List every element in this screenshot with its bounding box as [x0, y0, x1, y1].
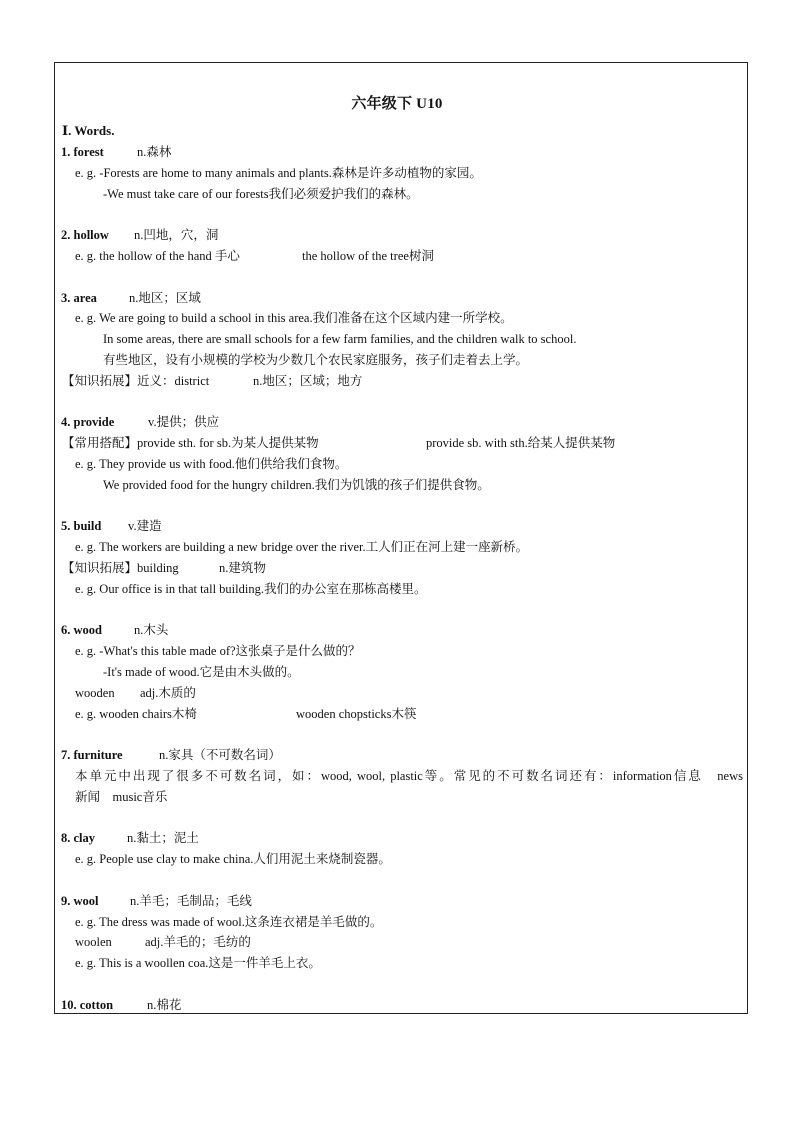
derived-word: wooden [75, 686, 115, 700]
entry-word-build: 5. build [61, 519, 102, 533]
example-line: e. g. The dress was made of wool.这条连衣裙是羊毛做的。 [75, 915, 383, 929]
page-frame [54, 62, 748, 1014]
entry-word-cotton: 10. cotton [61, 998, 114, 1012]
entry-def-build: v.建造 [128, 519, 162, 533]
derived-word-def: adj.木质的 [140, 686, 196, 700]
note-line: 新闻 music音乐 [75, 790, 168, 804]
example-line: e. g. -Forests are home to many animals and plants.森林是许多动植物的家园。 [75, 166, 482, 180]
example-line: e. g. The workers are building a new bridge over the river.工人们正在河上建一座新桥。 [75, 540, 529, 554]
derived-word-def: adj.羊毛的；毛纺的 [145, 935, 251, 949]
knowledge-expansion: 【知识拓展】building [62, 561, 179, 575]
knowledge-expansion-def: n.建筑物 [219, 561, 266, 575]
derived-word: woolen [75, 935, 112, 949]
entry-def-wood: n.木头 [134, 623, 169, 637]
example-line: e. g. wooden chairs木椅 [75, 707, 197, 721]
entry-word-wood: 6. wood [61, 623, 102, 637]
example-line: -It's made of wood.它是由木头做的。 [103, 665, 300, 679]
example-line: e. g. -What's this table made of?这张桌子是什么做的？ [75, 644, 361, 658]
example-line: the hollow of the tree树洞 [302, 249, 434, 263]
entry-word-clay: 8. clay [61, 831, 96, 845]
entry-word-hollow: 2. hollow [61, 228, 109, 242]
entry-def-cotton: n.棉花 [147, 998, 182, 1012]
entry-word-forest: 1. forest [61, 145, 104, 159]
example-line: e. g. People use clay to make china.人们用泥土来烧制瓷器。 [75, 852, 391, 866]
entry-word-furniture: 7. furniture [61, 748, 123, 762]
entry-def-forest: n.森林 [137, 145, 172, 159]
example-line: e. g. This is a woollen coa.这是一件羊毛上衣。 [75, 956, 321, 970]
example-line: -We must take care of our forests我们必须爱护我们的森林。 [103, 187, 419, 201]
collocation-line: 【常用搭配】provide sth. for sb.为某人提供某物 [62, 436, 319, 450]
entry-word-area: 3. area [61, 291, 97, 305]
example-line: e. g. Our office is in that tall building.我们的办公室在那栋高楼里。 [75, 582, 427, 596]
entry-def-hollow: n.凹地，穴，洞 [134, 228, 219, 242]
entry-def-provide: v.提供；供应 [148, 415, 220, 429]
entry-def-furniture: n.家具（不可数名词） [159, 748, 281, 762]
entry-word-wool: 9. wool [61, 894, 99, 908]
entry-def-wool: n.羊毛；毛制品；毛线 [130, 894, 252, 908]
knowledge-expansion-def: n.地区；区域；地方 [253, 374, 363, 388]
collocation-line: provide sb. with sth.给某人提供某物 [426, 436, 616, 450]
entry-def-area: n.地区；区域 [129, 291, 201, 305]
example-line: We provided food for the hungry children.我们为饥饿的孩子们提供食物。 [103, 478, 490, 492]
example-line: e. g. They provide us with food.他们供给我们食物。 [75, 457, 348, 471]
knowledge-expansion: 【知识拓展】近义：district [62, 374, 210, 388]
example-line: 有些地区，设有小规模的学校为少数几个农民家庭服务，孩子们走着去上学。 [103, 353, 529, 367]
entry-def-clay: n.黏土；泥土 [127, 831, 199, 845]
document-title: 六年级下 U10 [351, 96, 443, 112]
example-line: e. g. the hollow of the hand 手心 [75, 249, 240, 263]
example-line: wooden chopsticks木筷 [296, 707, 417, 721]
example-line: e. g. We are going to build a school in this area.我们准备在这个区域内建一所学校。 [75, 311, 513, 325]
entry-word-provide: 4. provide [61, 415, 115, 429]
section-heading: Ⅰ. Words. [62, 123, 115, 138]
example-line: In some areas, there are small schools for a few farm families, and the children walk to school. [103, 332, 577, 346]
note-line: 本单元中出现了很多不可数名词，如：wood, wool, plastic等。常见的不可数名词还有：information信息 news [75, 769, 743, 783]
